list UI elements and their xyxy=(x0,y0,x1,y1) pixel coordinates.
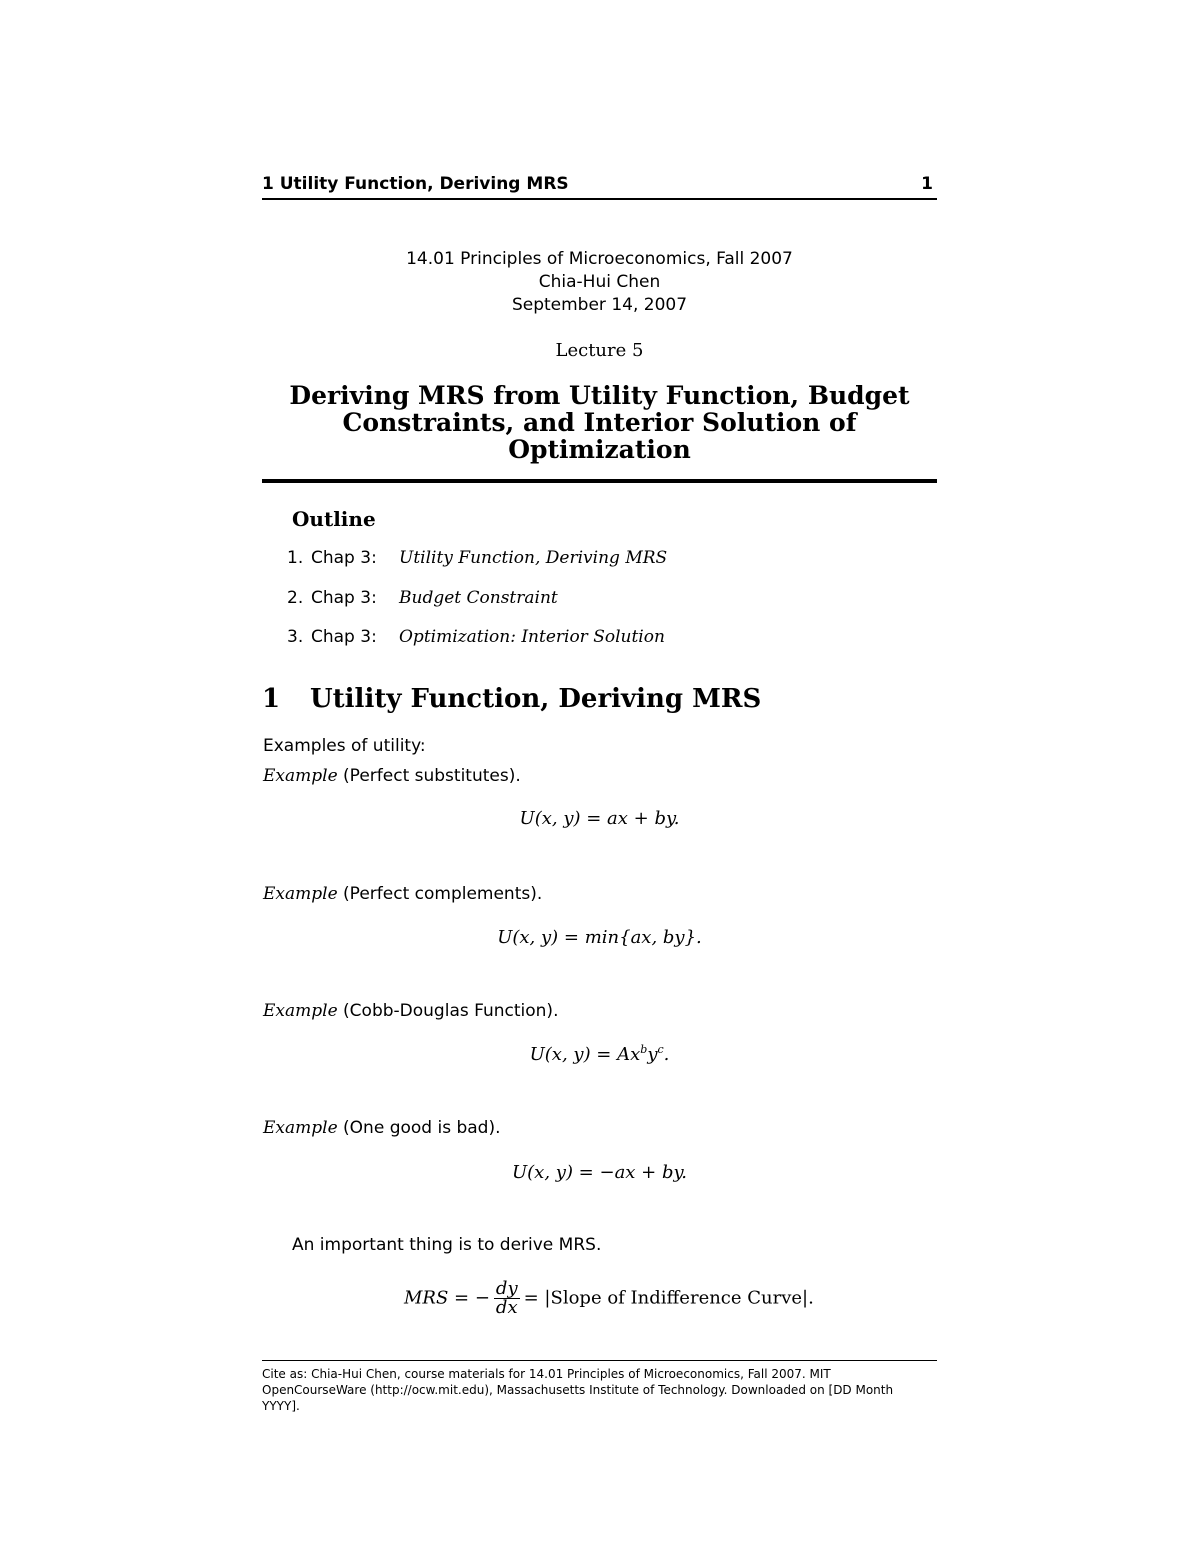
outline-item-chap: Chap 3: xyxy=(311,627,377,647)
fraction-numerator: dy xyxy=(495,1278,518,1299)
footnote-rule xyxy=(262,1360,937,1361)
example-keyword: Example xyxy=(263,1118,338,1138)
outline-item-topic: Budget Constraint xyxy=(399,588,558,608)
equation-mrs xyxy=(404,1280,814,1320)
example-description: (Perfect complements). xyxy=(343,884,543,904)
lecture-number: Lecture 5 xyxy=(555,340,644,361)
outline-item-topic: Optimization: Interior Solution xyxy=(399,627,665,647)
example-keyword: Example xyxy=(263,884,338,904)
document-title xyxy=(262,382,937,463)
equation-base: U(x, y) = Ax xyxy=(529,1044,641,1065)
example-label xyxy=(263,1001,558,1021)
example-label xyxy=(263,884,542,904)
section-number: 1 xyxy=(262,684,281,714)
intro-text: Examples of utility: xyxy=(263,736,426,756)
page-number: 1 xyxy=(921,174,933,194)
example-description: (Cobb-Douglas Function). xyxy=(343,1001,559,1021)
title-line: Optimization xyxy=(508,435,691,464)
mrs-rhs: = |Slope of Indifference Curve|. xyxy=(523,1287,814,1309)
example-keyword: Example xyxy=(263,766,338,786)
outline-item-number: 3. xyxy=(287,627,304,647)
example-label xyxy=(263,1118,501,1138)
exponent-c: c xyxy=(657,1043,664,1056)
running-header xyxy=(262,172,937,200)
example-description: (One good is bad). xyxy=(343,1118,501,1138)
title-line: Constraints, and Interior Solution of xyxy=(342,408,857,437)
outline-item-chap: Chap 3: xyxy=(311,548,377,568)
author-name: Chia-Hui Chen xyxy=(538,272,661,292)
title-rule xyxy=(262,479,937,483)
example-description: (Perfect substitutes). xyxy=(343,766,521,786)
footnote xyxy=(262,1366,934,1414)
equation-text: U(x, y) = ax + by. xyxy=(519,808,680,829)
equation-perfect-complements xyxy=(262,927,937,948)
mrs-intro: An important thing is to derive MRS. xyxy=(292,1235,602,1255)
equation-y: y xyxy=(647,1044,658,1065)
outline-item xyxy=(287,627,665,647)
lecture-meta xyxy=(262,248,937,317)
equation-text: U(x, y) = min{ax, by}. xyxy=(497,927,702,948)
section-title: Utility Function, Deriving MRS xyxy=(310,684,762,714)
fraction-denominator: dx xyxy=(495,1297,518,1318)
outline-item xyxy=(287,548,667,568)
outline-item-topic: Utility Function, Deriving MRS xyxy=(399,548,668,568)
example-keyword: Example xyxy=(263,1001,338,1021)
outline-item-chap: Chap 3: xyxy=(311,588,377,608)
title-line: Deriving MRS from Utility Function, Budget xyxy=(289,381,910,410)
course-name: 14.01 Principles of Microeconomics, Fall 2007 xyxy=(406,249,793,269)
equation-text: U(x, y) = −ax + by. xyxy=(511,1162,688,1183)
footnote-line: OpenCourseWare (http://ocw.mit.edu), Massachusetts Institute of Technology. Downloaded on [DD Month xyxy=(262,1383,894,1397)
footnote-line: YYYY]. xyxy=(262,1399,300,1413)
equation-cobb-douglas xyxy=(262,1043,937,1065)
lecture-date: September 14, 2007 xyxy=(511,295,688,315)
equation-end: . xyxy=(663,1044,670,1065)
footnote-line: Cite as: Chia-Hui Chen, course materials for 14.01 Principles of Microeconomics, Fall 2007. MIT xyxy=(262,1367,831,1381)
outline-heading: Outline xyxy=(292,507,376,531)
running-header-title: 1 Utility Function, Deriving MRS xyxy=(262,174,569,194)
mrs-lhs: MRS = − xyxy=(404,1287,490,1309)
equation-perfect-substitutes xyxy=(262,808,937,829)
outline-item-number: 1. xyxy=(287,548,304,568)
outline-item-number: 2. xyxy=(287,588,304,608)
exponent-b: b xyxy=(640,1043,648,1056)
mrs-fraction xyxy=(494,1280,520,1317)
section-heading xyxy=(262,684,761,714)
example-label xyxy=(263,766,521,786)
outline-item xyxy=(287,588,558,608)
equation-one-good-bad xyxy=(262,1162,937,1183)
